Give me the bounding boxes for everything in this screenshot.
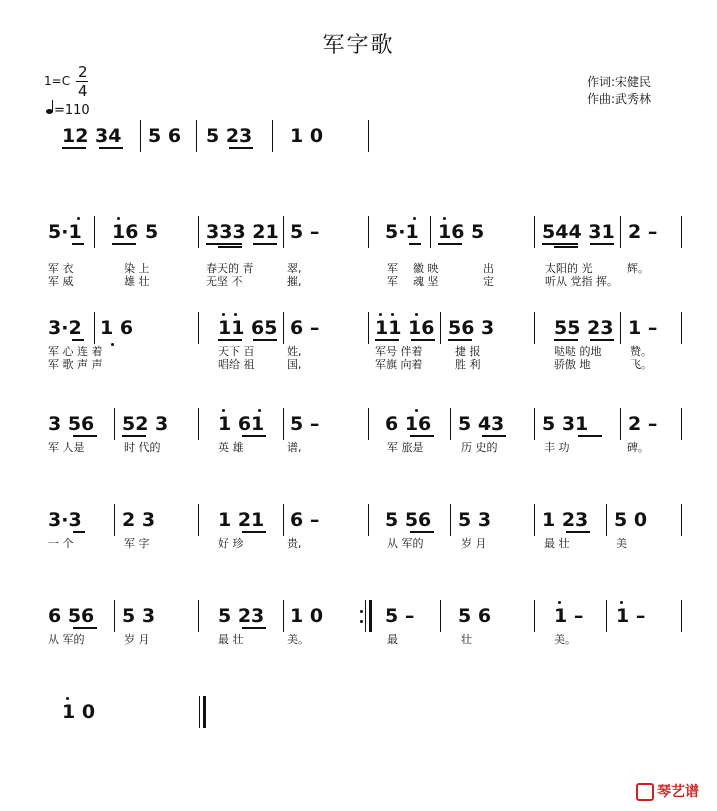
lyric: 贵, (287, 537, 302, 550)
high-octave-dot (258, 409, 261, 412)
lyric: 时 代的 (124, 441, 161, 454)
barline (198, 216, 199, 248)
underline (375, 339, 399, 341)
lyric: 军 威 (48, 275, 74, 288)
barline (283, 504, 284, 536)
underline (62, 147, 86, 149)
underline (242, 627, 266, 629)
high-octave-dot (222, 409, 225, 412)
barline (681, 504, 682, 536)
measure: 1 0 (290, 125, 324, 147)
barline (681, 408, 682, 440)
quarter-note-icon (46, 100, 54, 114)
barline (681, 312, 682, 344)
barline (198, 600, 199, 632)
lyric: 军 (387, 275, 398, 288)
lyric: 军 心 连 着 (48, 345, 103, 358)
measure: 5 – (385, 605, 415, 627)
measure: 5 23 (206, 125, 253, 147)
lyric: 军 (387, 262, 398, 275)
barline (368, 408, 369, 440)
lyric: 听从 党指 挥。 (545, 275, 618, 288)
high-octave-dot (558, 601, 561, 604)
underline (73, 627, 97, 629)
lyric: 赞。 (630, 345, 652, 358)
barline (198, 312, 199, 344)
measure: 16 5 (438, 221, 485, 243)
logo-icon (636, 783, 654, 801)
lyric: 辉。 (627, 262, 649, 275)
barline (620, 408, 621, 440)
barline (283, 312, 284, 344)
underline (482, 435, 506, 437)
barline (94, 216, 95, 248)
underline (410, 435, 434, 437)
barline (534, 408, 535, 440)
underline (554, 246, 578, 248)
lyric: 好 珍 (218, 537, 244, 550)
underline (448, 339, 472, 341)
lyric: 飞。 (630, 358, 652, 371)
lyric: 唱给 祖 (218, 358, 255, 371)
underline (590, 243, 614, 245)
measure: 5 23 (218, 605, 265, 627)
composer-credit: 作曲:武秀林 (587, 92, 652, 106)
barline (620, 312, 621, 344)
measure: 1 – (554, 605, 584, 627)
underline (112, 243, 136, 245)
underline (438, 243, 462, 245)
high-octave-dot (415, 313, 418, 316)
high-octave-dot (379, 313, 382, 316)
barline (198, 408, 199, 440)
measure: 6 56 (48, 605, 95, 627)
tempo-marking (46, 100, 90, 118)
barline (114, 504, 115, 536)
underline (218, 246, 242, 248)
measure: 11 16 (375, 317, 435, 339)
underline (72, 339, 84, 341)
high-octave-dot (443, 217, 446, 220)
underline (73, 435, 97, 437)
measure: 3·2 (48, 317, 82, 339)
measure: 544 31 (542, 221, 615, 243)
lyric: 姓, (287, 345, 302, 358)
measure: 5 0 (614, 509, 648, 531)
high-octave-dot (77, 217, 80, 220)
lyricist-credit: 作词:宋健民 (587, 75, 652, 89)
underline (122, 435, 146, 437)
key-signature: 1=C (44, 74, 71, 88)
underline (410, 531, 434, 533)
measure: 3 56 (48, 413, 95, 435)
measure: 55 23 (554, 317, 614, 339)
underline (229, 147, 253, 149)
barline (196, 120, 197, 152)
tempo-value: =110 (54, 103, 90, 118)
lyric: 出 (483, 262, 494, 275)
lyric: 军 字 (124, 537, 150, 550)
barline (430, 216, 431, 248)
barline (450, 504, 451, 536)
barline (368, 120, 369, 152)
lyric: 最 (387, 633, 398, 646)
barline (620, 216, 621, 248)
lyric: 骄傲 地 (554, 358, 591, 371)
barline (114, 600, 115, 632)
high-octave-dot (234, 313, 237, 316)
barline (450, 408, 451, 440)
lyric: 历 史的 (461, 441, 498, 454)
measure: 1 61 (218, 413, 265, 435)
page-title: 军字歌 (322, 33, 395, 58)
lyric: 哒哒 的地 (554, 345, 602, 358)
barline (534, 312, 535, 344)
measure: 1 – (616, 605, 646, 627)
barline (534, 216, 535, 248)
measure: 5 43 (458, 413, 505, 435)
barline (534, 504, 535, 536)
underline (99, 147, 123, 149)
measure: 1 0 (290, 605, 324, 627)
barline (283, 408, 284, 440)
lyric: 军号 伴着 (375, 345, 423, 358)
lyric: 国, (287, 358, 302, 371)
barline (368, 504, 369, 536)
high-octave-dot (620, 601, 623, 604)
measure: 12 34 (62, 125, 122, 147)
underline (73, 531, 85, 533)
measure: 11 65 (218, 317, 278, 339)
lyric: 春天的 青 (206, 262, 254, 275)
high-octave-dot (117, 217, 120, 220)
measure: 5·1 (48, 221, 82, 243)
time-signature-top: 2 (78, 63, 88, 81)
lyric: 丰 功 (544, 441, 570, 454)
lyric: 捷 报 (455, 345, 481, 358)
barline (368, 312, 369, 344)
lyric: 岁 月 (124, 633, 150, 646)
underline (242, 531, 266, 533)
measure: 3·3 (48, 509, 82, 531)
underline (218, 339, 242, 341)
high-octave-dot (413, 217, 416, 220)
lyric: 徽 映 (413, 262, 439, 275)
underline (590, 339, 614, 341)
measure: 1 0 (62, 701, 96, 723)
measure: 5·1 (385, 221, 419, 243)
lyric: 最 壮 (218, 633, 244, 646)
lyric: 染 上 (124, 262, 150, 275)
lyric: 摧, (287, 275, 302, 288)
lyric: 美。 (554, 633, 576, 646)
lyric: 从 军的 (48, 633, 85, 646)
barline (440, 312, 441, 344)
barline (534, 600, 535, 632)
lyric: 英 雄 (218, 441, 244, 454)
measure: 5 – (290, 221, 320, 243)
measure: 5 – (290, 413, 320, 435)
site-logo (636, 781, 699, 801)
underline (206, 243, 242, 245)
lyric: 无坚 不 (206, 275, 243, 288)
barline (140, 120, 141, 152)
measure: 5 6 (148, 125, 182, 147)
time-signature-bottom: 4 (78, 82, 88, 100)
underline (242, 435, 266, 437)
barline (606, 504, 607, 536)
barline (272, 120, 273, 152)
lyric: 雄 壮 (124, 275, 150, 288)
lyric: 岁 月 (461, 537, 487, 550)
measure: 2 – (628, 221, 658, 243)
high-octave-dot (222, 313, 225, 316)
low-octave-dot (111, 343, 114, 346)
measure: 2 – (628, 413, 658, 435)
measure: 5 3 (122, 605, 156, 627)
underline (578, 435, 602, 437)
lyric: 天下 百 (218, 345, 255, 358)
lyric: 军 歌 声 声 (48, 358, 103, 371)
barline (283, 216, 284, 248)
measure: 16 5 (112, 221, 159, 243)
underline (409, 243, 421, 245)
measure: 2 3 (122, 509, 156, 531)
measure: 6 16 (385, 413, 432, 435)
lyric: 军 人是 (48, 441, 85, 454)
barline (681, 600, 682, 632)
measure: 5 56 (385, 509, 432, 531)
barline (114, 408, 115, 440)
lyric: 壮 (461, 633, 472, 646)
lyric: 定 (483, 275, 494, 288)
lyric: 魂 坚 (413, 275, 439, 288)
lyric: 谱, (287, 441, 302, 454)
lyric: 胜 利 (455, 358, 481, 371)
measure: 52 3 (122, 413, 169, 435)
barline (368, 216, 369, 248)
measure: 1 6 (100, 317, 134, 339)
lyric: 翠, (287, 262, 302, 275)
barline (94, 312, 95, 344)
lyric: 从 军的 (387, 537, 424, 550)
barline (681, 216, 682, 248)
lyric: 太阳的 光 (545, 262, 593, 275)
measure: 5 3 (458, 509, 492, 531)
lyric: 碑。 (627, 441, 649, 454)
measure: 5 31 (542, 413, 589, 435)
lyric: 美 (616, 537, 627, 550)
high-octave-dot (66, 697, 69, 700)
lyric: 一 个 (48, 537, 74, 550)
underline (554, 339, 578, 341)
lyric: 美。 (287, 633, 309, 646)
measure: 56 3 (448, 317, 495, 339)
logo-text: 琴艺谱 (657, 784, 699, 800)
barline (440, 600, 441, 632)
measure: 5 6 (458, 605, 492, 627)
high-octave-dot (391, 313, 394, 316)
measure: 6 – (290, 509, 320, 531)
lyric: 最 壮 (544, 537, 570, 550)
underline (411, 339, 435, 341)
measure: 6 – (290, 317, 320, 339)
measure: 1 23 (542, 509, 589, 531)
barline (606, 600, 607, 632)
measure: 1 – (628, 317, 658, 339)
underline (566, 531, 590, 533)
underline (542, 243, 578, 245)
barline (283, 600, 284, 632)
underline (253, 243, 277, 245)
underline (253, 339, 277, 341)
measure: 333 21 (206, 221, 279, 243)
lyric: 军旗 向着 (375, 358, 423, 371)
lyric: 军 旅是 (387, 441, 424, 454)
high-octave-dot (415, 409, 418, 412)
underline (72, 243, 84, 245)
measure: 1 21 (218, 509, 265, 531)
barline (198, 504, 199, 536)
lyric: 军 衣 (48, 262, 74, 275)
